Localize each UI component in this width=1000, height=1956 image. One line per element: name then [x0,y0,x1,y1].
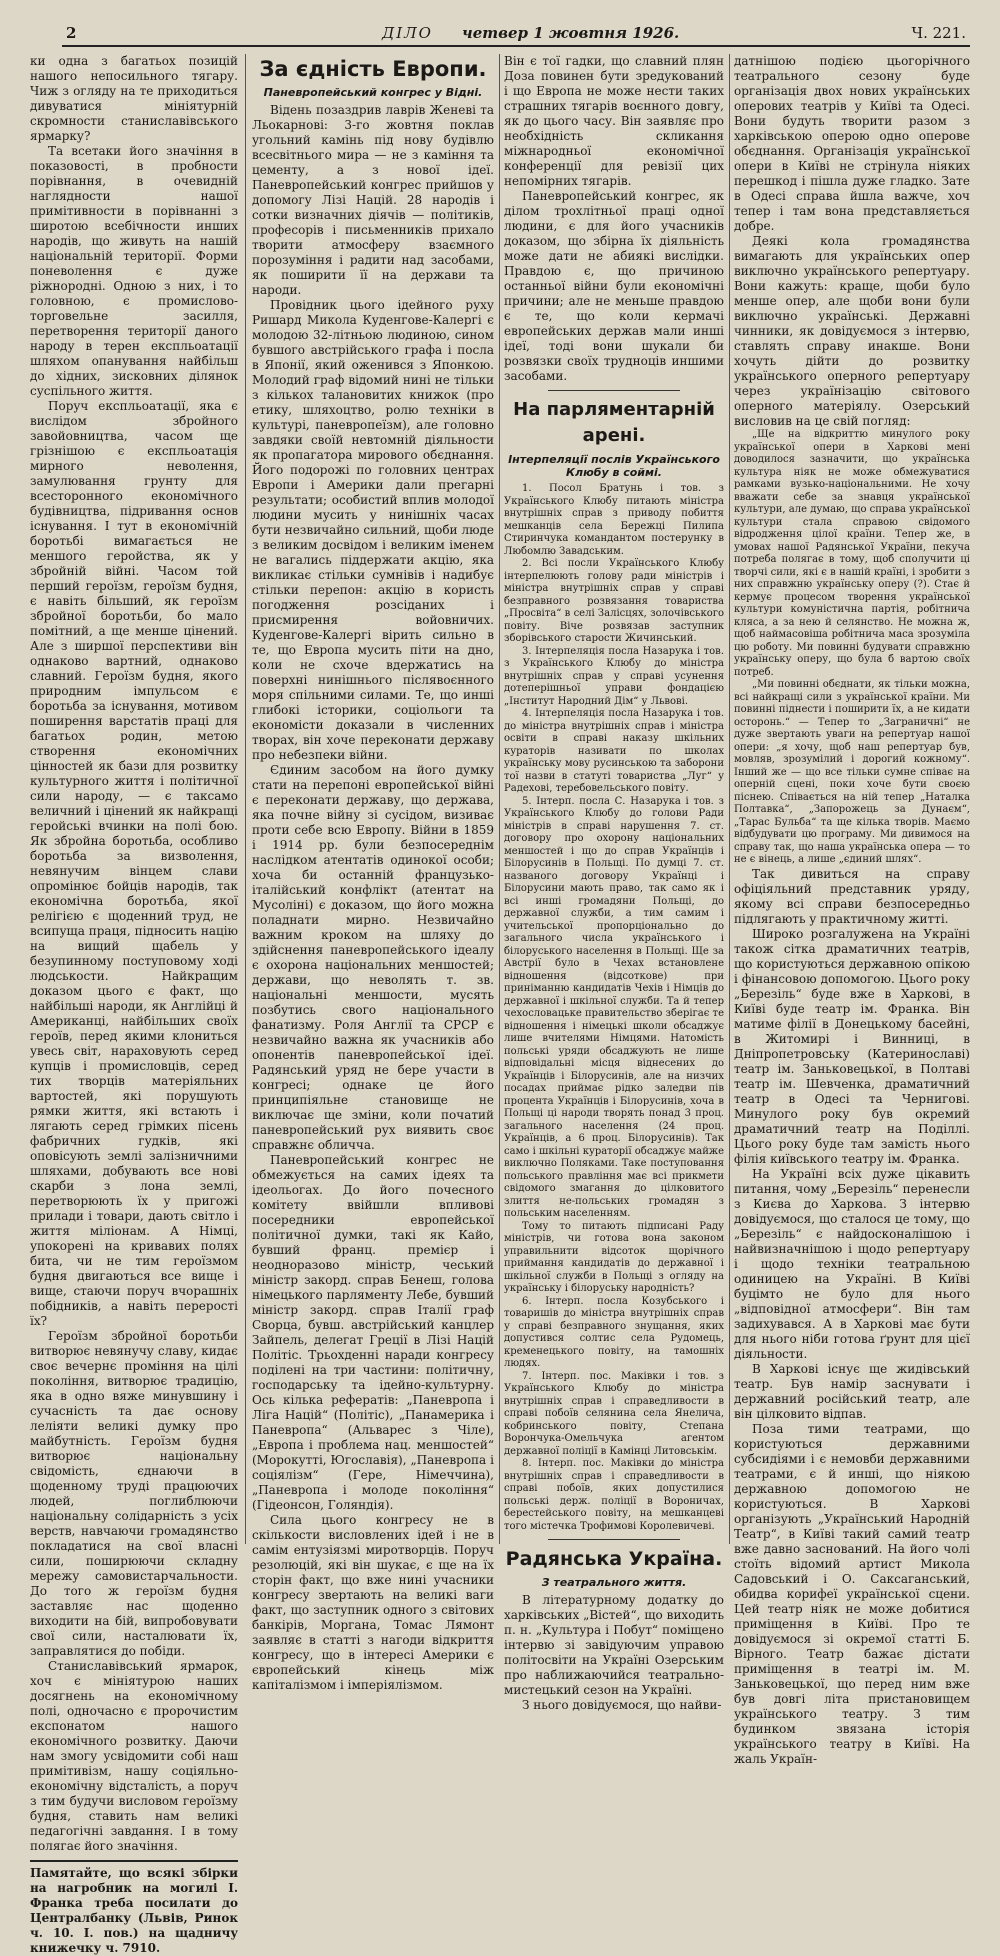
article-paragraph: Деякі кола громадянства вимагають для українських опер виключно українського репертуару. Вони кажуть: краще, щоби було менше опер, але щоби вони були виключно українські. Державні чинники, як довідуємося з інтервю, ставлять справу инакше. Вони хочуть дійти до розвитку українського оперного репертуару через українізацію світового оперного матеріялу. Озерський висловив на це свій погляд: [734,234,970,428]
article-subtitle-theatre: З театрального життя. [541,1576,687,1589]
list-item: 3. Інтерпеляція посла Назарука і тов. з Українського Клюбу до міністра внутрішніх справ у справі усунення дотеперішньої управи фондацією „Інститут Народний Дім“ у Львові. [504,645,724,707]
article-paragraph: Паневропейський конгрес не обмежується на самих ідеях та ідеольогах. До його почесного комітету ввійшли впливові посередники европейської політичної думки, такі як Кайо, бувший франц. премієр і неодноразово міністр, чеський міністр закорд. справ Бенеш, голова німецького парляменту Лебе, бувший міністр закорд. справ Італії граф Сворца, бувш. австрійський канцлер Зайпель, делегат Греції в Лізі Націй Політіс. Трьохденні наради конгресу поділені на три частини: політичну, господарську та ідейно-культурну. Ось кілька рефератів: „Паневропа і Ліга Націй“ (Політіс), „Панамерика і Паневропа“ (Альварес з Чіле), „Европа і проблема нац. меншостей“ (Морокутті, Югославія), „Паневропа і соціялізм“ (Гере, Німеччина), „Паневропа і молоде покоління“ (Гідеонсон, Голяндія). [252,1153,494,1512]
column-divider [499,54,500,1544]
list-item: 7. Інтерп. пос. Маківки і тов. з Українського Клюбу до міністра внутрішніх справ і справедливости в справі побоїв селянина села Янелича, кобринського повіту, Степана Ворончука-Омельчука агентом державної поліції в Камінці Литовськім. [504,1370,724,1457]
column-3 [504,54,724,1712]
column-divider [729,54,730,1544]
article-paragraph: Сила цього конгресу не в скількости висловлених ідей і не в самім ентузіязмі миротворців. Поруч резолюцій, які він шукає, є ще на їх сторін факт, що вже нині учасники конгресу звертають на великі ваги факт, що заступник одного з світових банкірів, Моргана, Томас Лямонт заявляє в статті з нагоди відкриття конгресу, що в інтересі Америки є європейський кінець між капіталізмом і імперіялізмом. [252,1513,494,1692]
article-paragraph: Провідник цього ідейного руху Ришард Микола Куденгове-Калергі є молодою 32-літньою людиною, сином бувшого австрійського графа і посла в Японії, який оженився з Японкою. Молодий граф відомий нині не тільки з кількох талановитих книжок (про етику, шляхоцтво, ролю техніки в культурі, паневропеїзм), але головно завдяки своїй невтомній діяльности як пропагатора мирового обєднання. Його подорожі по головних центрах Европи і Америки дали прегарні результати; особистий вплив молодої людини мусить у нинішніх часах бути незвичайно сильний, щоби люде з великим досвідом і великим іменем не вагались піддержати акцію, яка викликає стільки сумнівів і надибує стільки перепон: акцію в користь погодження розсіданих і присмирення войовничих. Куденгове-Калергі вірить сильно в те, що Европа мусить піти на дно, коли не схоче вдержатись на поверхні нинішнього післявоєнного моря спільними силами. Те, що инші глибокі історики, соціольоги та економісти доказали в численних творах, він хоче переконати державу про небезпеки війни. [252,298,494,762]
page-header [62,24,970,44]
article-paragraph: Поза тими театрами, що користуються державними субсидіями і є немовби державними театрами, є й инші, що ніякою державною допомогою не користуються. В Харкові організують „Український Народній Театр“, в Київі такий самий театр вже давно заснований. На його чолі стоїть відомий артист Микола Садовський і О. Саксаганський, обидва корифеї української сцени. Цей театр ніяк не може добитися приміщення в Київі. Про те довідуємося зі окремої статті Б. Вірного. Театр бажає дістати приміщення в театрі ім. М. Заньковецької, що перед ним вже був довгі літа пристановищем українського театру. З тим будинком звязана історія українського театру в Київі. На жаль Україн- [734,1421,970,1766]
header-rule [62,45,970,47]
quote-paragraph: „Ще на відкриттю минулого року української опери в Харкові мені доводилося зазначити, що українська культура ніяк не може обмежуватися рамками вузько-національними. Не хочу вважати себе за знавця української культури, але думаю, що справа української культури стала справою свідомого відродження цілої країни. Тепер же, в умовах нашої Радянської України, пекуча потреба полягає в тому, щоб сполучити ці творчі сили, які є в нашій країні, і зробити з них справжню українську оперу (?). Стає й кермує процесом творення української культури комуністична партія, робітнича кляса, а за нею й селянство. Не можна ж, щоб наймасовіша робітнича маса зрозуміла цю роботу. Ми повинні будувати справжню українську оперу, що була б вартою своїх потреб. [734,429,970,678]
column-4 [734,54,970,1766]
article-paragraph: Єдиним засобом на його думку стати на перепоні европейської війні є переконати державу, що держава, яка почне війну зі сусідом, визиває проти себе всю Европу. Війни в 1859 і 1914 рр. були безпосереднім наслідком атентатів одинокої особи; хоча би останній французько-італійський конфлікт (атентат на Мусоліні) є доказом, що його можна поладнати мирно. Незвичайно важним кроком на шляху до здійснення паневропейського ідеалу є охорона національних меншостей; держави, що неволять т. зв. національні меншости, мусять позбутись свого національного фанатизму. Роля Англії та СРСР є незвичайно важна як учасників або опонентів паневропейської ідеї. Радянський уряд не бере участи в конгресі; однаке це його принципіяльне становище не виключає ще зміни, коли початий паневропейський рух виявить своє справжнє обличча. [252,763,494,1152]
article-paragraph: Так дивиться на справу офіціяльний представник уряду, якому всі справи безпосередньо підлягають у практичному житті. [734,866,970,926]
issue-number: Ч. 221. [911,24,966,42]
column-2 [252,54,494,1692]
list-item: Тому то питають підписані Раду міністрів, чи готова вона законом управильнити відсоток щорічного приймання кандидатів до державної і шкільної служби в Польщі з огляду на українську і білоруську народність? [504,1220,724,1294]
article-paragraph: Відень позаздрив лаврів Женеві та Льокарнові: 3-го жовтня поклав угольний камінь під нову будівлю всесвітнього мира — не з каміння та цементу, а з нової ідеї. Паневропейський конгрес прийшов у допомогу Лізі Націй. 28 народів і сотки визначних діячів — політиків, професорів і письменників прихало творити атмосферу взаємного порозуміння і радити над засобами, як поширити її на держави та народи. [252,103,494,297]
article-paragraph: На Україні всіх дуже цікавить питання, чому „Березіль“ перенесли з Києва до Харкова. З інтервю довідуємося, що сталося це тому, що „Березіль“ є найдосконалішою і найвизначнішою і щодо репертуару і щодо техніки театральною одиницею на Україні. В Київі буцімто не було для нього „відповідної атмосфери“. Він там задихувався. А в Харкові має бути для нього ніби готова ґрунт для цієї діяльности. [734,1166,970,1361]
article-title-parliament: На парляментарній арені. [513,399,715,446]
list-item: 8. Інтерп. пос. Маківки до міністра внутрішніх справ і справедливости в справі побоїв, яких допустилися польські держ. поліції в Вороничах, берестейського повіту, на мешканцеві того містечка Трофимові Королевичеві. [504,1458,724,1532]
article-paragraph: З нього довідуємося, що найви- [522,1698,722,1712]
section-divider [548,390,680,391]
article-paragraph: В Харкові існує ще жидівський театр. Був намір заснувати і державний російський театр, але він цілковито відпав. [734,1361,970,1421]
issue-date: четвер 1 жовтня 1926. [462,24,680,42]
quote-paragraph: „Ми повинні обєднати, як тільки можна, всі найкращі сили з української країни. Ми повинні піднести і поширити їх, а не кидати осторонь.“ — Тепер то „Заграничні“ не дуже звертають уваги на репертуар нашої опери: „я хочу, щоб наш репертуар був, мовляв, зрозумілий і дорогий кожному“. Інший же — що все тільки сумне співає на оперній сцені, поки хоче бути своєю піснею. Співається на ній тепер „Наталка Полтавка“, „Запорожець за Дунаєм“, „Тарас Бульба“ та ще кілька творів. Маємо відбудувати цю програму. Ми дивимося на справу так, що наша українська опера — то не є вінець, а лише „єдиний шлях“. [734,679,970,865]
article-paragraph: датнішою подією цьогорічного театрального сезону буде організація двох нових українських оперових театрів у Київі та Одесі. Вони будуть творити разом з харківською оперою одно оперове обєднання. Організація української опери в Київі не стрінула ніяких перешкод і пішла дуже гладко. Зате в Одесі справа йшла важче, хоч тепер і там вона представляється добре. [734,54,970,233]
article-paragraph: Та всетаки його значіння в показовості, в пробности порівнання, в очевидній наглядности нашої примітивности в порівнанні з широтою всебічности инших народів, що живуть на нашій національній території. Форми поневолення є дуже ріжнородні. Одною з них, і то головною, є промислово-торговельне засилля, перетворення території даного народу в терен експльоатації шляхом опанування найбільш до хідних, зисковних ділянок суспільного життя. [30,144,238,398]
list-item: 5. Інтерп. посла С. Назарука і тов. з Українського Клюбу до голови Ради міністрів в справі нарушення 7. ст. договору про охорону національних меншостей і що до справ Українців і Білорусинів в Польщі. По думці 7. ст. названого договору Українці і Білорусини мають право, так само як і всі инші громадяни Польщі, до державної служби, а тим самим і учительської пропорціонально до загального числа українського і білоруського населення в Польщі. Ще за Австрії було в Чехах встановлене відношення (відсоткове) при приніманню кандидатів Чехів і Німців до державної і шкільної служби. Та й тепер чехословацьке правительство зберігає те відношення і німецькі школи обсаджує лише вчителями Німцями. Натомість польські уряди обсаджують не лише відповідальні місця віднесених до Українців і Білорусинів, але на низчих посадах приймає рідко заледви пів процента Українців і Білорусинів, хоча в Польщі ці народи творять понад 3 проц. загального населення (24 проц. Українців, а 6 проц. Білорусинів). Так само і шкільні кураторії обсаджує майже виключно Поляками. Таке поступовання польського правління має всі прикмети свідомого змагання до цілковитого злиття не-польських громадян з польським населенням. [504,795,724,1219]
interpellations-list [504,483,724,1533]
column-divider [245,54,246,1544]
article-title-soviet-ukraine: Радянська Україна. [505,1548,723,1570]
column-1 [30,54,238,1955]
article-paragraph: Він є тої гадки, що славний плян Доза повинен бути зредукований і що Европа не може нести таких страшних тягарів воєнного довгу, як до цього часу. Він заявляє про необхідність скликання міжнародньої економічної конференції для ревізії цих непомірних тягарів. [504,54,724,188]
list-item: 1. Посол Братунь і тов. з Українського Клюбу питають міністра внутрішніх справ з приводу побиття мешканців села Бережці Пилипа Стиринчука командантом постерунку в Любомлю Завадським. [504,483,724,557]
list-item: 2. Всі посли Українського Клюбу інтерпелюють голову ради міністрів і міністра внутрішніх справ у справі безправного розвязання товариства „Просвіта“ в селі Залісцях, золочівського повіту. Віче розвязав заступник зборівського старости Жичинський. [504,558,724,644]
franko-fund-notice [30,1860,238,1956]
article-paragraph: В літературному додатку до харківських „Вістей“, що виходить п. н. „Культура і Побут“ поміщено інтервю зі завідуючим управою політосвіти на Україні Озерським про наближаючийся театрально-мистецький сезон на Україні. [504,1593,724,1697]
notice-text: Памятайте, що всякі збірки на нагробник на могилі І. Франка треба посилати до Централбанку (Львів, Ринок ч. 10. І. пов.) на щадничу книжечку ч. 7910. [30,1866,238,1955]
interview-quote [734,429,970,867]
masthead: ДІЛО [382,24,433,42]
list-item: 6. Інтерп. посла Козубського і товаришів до міністра внутрішніх справ у справі безправного знущання, яких допустився солтис села Рудомець, кременецького повіту, на тамошніх людях. [504,1295,724,1369]
article-paragraph: Станиславівський ярмарок, хоч є мініятурою наших досягнень на економічному полі, одночасно є пророчистим експонатом нашого економічного розвитку. Даючи нам змогу усвідомити собі наш примітивізм, нашу соціяльно-економічну відсталість, а поруч з тим будучи висловом героїзму будня, ставить нам великі педагогічні завдання. І в тому полягає його значіння. [30,1659,238,1853]
article-subtitle-parliament: Інтерпеляції послів Українського Клюбу в соймі. [508,453,720,479]
article-paragraph: Поруч експльоатації, яка є вислідом збройного завойовництва, часом ще грізнішою є експльоатація мирного неволення, замулювання грунту для всесторонного економічного будівництва, підривання основ існування. І тут в економічній боротьбі вимагається не меншого геройства, як у збройній війні. Часом той перший героїзм, героїзм будня, є навіть більший, як героїзм збройної боротьби, бо мало помітний, а ще менше цінений. Але з ширшої перспективи він однаково вартний, однаково славний. Героїзм будня, якого природним імпульсом є боротьба за існування, мотивом поширення варстатів праці для багатьох родин, метою створення економічних цінностей як бази для розвитку культурного життя і політичної сили народу, — є таксамо величний і цінений як найкращі геройські вчинки на полі бою. Як збройна боротьба, особливо боротьба за визволення, невянучим вінцем слави опромінює бойців народів, так економічна боротьба, якої релігією є щоденний труд, не всипуща праця, підносить націю на вищий щабель у безупинному поступовому ході людськости. Найкращим доказом цього є факт, що найбільші народи, як Англійці й Американці, найбільших своїх героїв, перед якими клониться увесь світ, нараховують серед купців і промисловців, серед тих творців матеріяльних вартостей, які порушують рямки життя, які встають і лягають серед грімких пісень фабричних гудків, які оповісують землі залізничними шляхами, добувають все нові скарби з лона землі, перетворюють їх у пригожі прилади і товари, дають світло і життя міліонам. А Німці, упокорені на кривавих полях бита, чи не тим героїзмом будня двигаються все вище і вище, стаючи поруч вчорашніх побідників, а навіть перерості їх? [30,399,238,1328]
article-title-europe: За єдність Европи. [259,57,487,81]
article-subtitle-europe: Паневропейський конгрес у Відні. [263,86,483,99]
page-number: 2 [66,24,77,42]
list-item: 4. Інтерпеляція посла Назарука і тов. до міністра внутрішніх справ і міністра освіти в справі наказу шкільних кураторів називати по школах українську мову русинською та заборони тої назви в статуті товариства „Луг“ у Радехові, теребовельського повіту. [504,708,724,794]
article-paragraph: Героїзм збройної боротьби витворює невянучу славу, кидає своє вечернє проміння на цілі покоління, витворює традицію, яка в одно вяже минувшину і сучасність та дає основу леліяти великі думку про майбутність. Героїзм будня витворює національну свідомість, єднаючи в щоденному труді працюючих людей, поглиблюючи національну солідарність з усіх верств, навчаючи громадянство покладатися на свої власні сили, поширюючи складну мережу самовистарчальности. До того ж героїзм будня заставляє нас щоденно виходити на бій, випробовувати свої сили, насталювати їх, заправлятися до побіди. [30,1329,238,1658]
section-divider [548,1539,680,1540]
article-paragraph: Широко розгалужена на Україні також сітка драматичних театрів, що користуються державною опікою і фінансовою допомогою. Цього року „Березіль“ буде вже в Харкові, в Київі буде театр ім. Франка. Він матиме філії в Донецькому басейні, в Житомирі і Винниці, в Дніпропетровську (Катеринославі) театр ім. Заньковецької, в Полтаві театр ім. Шевченка, драматичний театр в Одесі та Чернигові. Минулого року був окремий драматичний театр на Поділлі. Цього року буде там замість нього філія київського театру ім. Франка. [734,926,970,1166]
article-paragraph: Паневропейський конгрес, як ділом трохлітньої праці одної людини, є для його учасників доказом, що збірна їх діяльність може дати не абиякі вислідки. Правдою є, що причиною останньої війни були економічні причини; але не меньше правдою є те, що коли кермачі европейських держав мали инші ідеї, тоді вони шукали би розвязки своїх трудноців иншими засобами. [504,189,724,383]
article-paragraph: ки одна з багатьох позицій нашого непосильного тягару. Чиж з огляду на те приходиться дивуватися мініятурній скромности станиславівського ярмарку? [30,54,238,143]
